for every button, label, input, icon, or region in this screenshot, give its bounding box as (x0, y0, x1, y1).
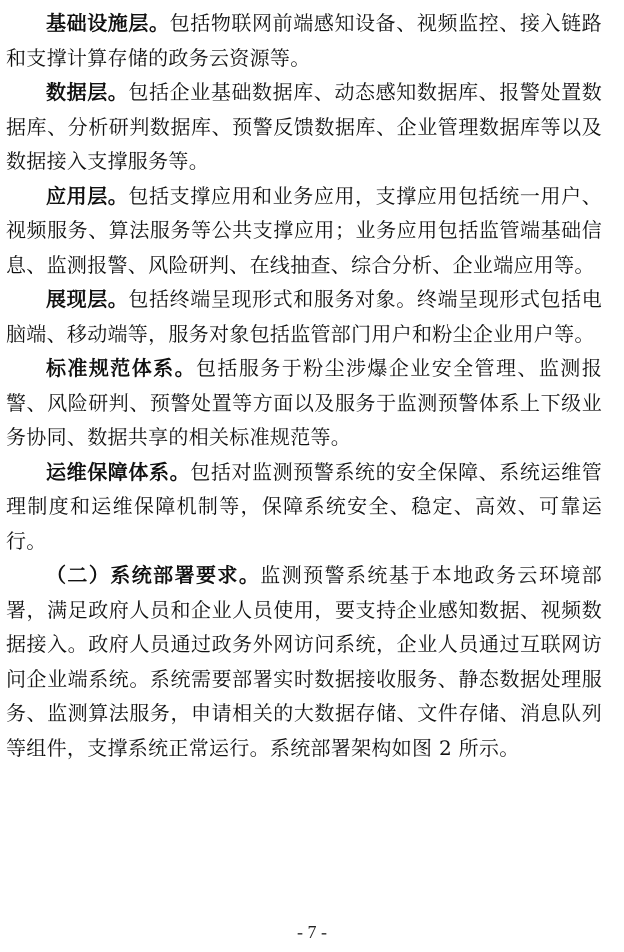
paragraph-text: 包括支撑应用和业务应用，支撑应用包括统一用户、视频服务、算法服务等公共支撑应用；业务应用包括监管端基础信息、监测报警、风险研判、在线抽查、综合分析、企业端应用等。 (6, 183, 602, 277)
paragraph-text: 包括终端呈现形式和服务对象。终端呈现形式包括电脑端、移动端等，服务对象包括监管部门用户和粉尘企业用户等。 (6, 287, 602, 346)
paragraph-text: 包括企业基础数据库、动态感知数据库、报警处置数据库、分析研判数据库、预警反馈数据库、企业管理数据库等以及数据接入支撑服务等。 (6, 80, 602, 173)
section-term: 运维保障体系。 (46, 459, 191, 484)
paragraph-standards-system (6, 351, 602, 455)
section-term: 标准规范体系。 (46, 356, 196, 380)
paragraph-text: 包括服务于粉尘涉爆企业安全管理、监测报警、风险研判、预警处置等方面以及服务于监测预警体系上下级业务协同、数据共享的相关标准规范等。 (6, 356, 602, 449)
paragraph-data-layer (6, 75, 602, 179)
paragraph-text: 包括物联网前端感知设备、视频监控、接入链路和支撑计算存储的政务云资源等。 (6, 11, 602, 70)
document-body (6, 6, 602, 765)
paragraph-deployment-requirements (6, 558, 602, 765)
section-term: 应用层。 (46, 183, 129, 208)
section-term: 基础设施层。 (46, 11, 170, 35)
paragraph-application-layer (6, 179, 602, 283)
section-term: 展现层。 (46, 287, 129, 311)
paragraph-text: 包括对监测预警系统的安全保障、系统运维管理制度和运维保障机制等，保障系统安全、稳定、高效、可靠运行。 (6, 459, 603, 553)
section-term: 数据层。 (46, 80, 129, 104)
paragraph-presentation-layer (6, 282, 602, 351)
paragraph-infrastructure-layer (6, 6, 602, 75)
paragraph-text: 监测预警系统基于本地政务云环境部署，满足政府人员和企业人员使用，要支持企业感知数据、视频数据接入。政府人员通过政务外网访问系统，企业人员通过互联网访问企业端系统。系统需要部署实时数据接收服务、静态数据处理服务、监测算法服务，申请相关的大数据存储、文件存储、消息队列等组件，支撑系统正常运行。系统部署架构如图 2 所示。 (6, 563, 602, 760)
paragraph-operations-system (6, 455, 602, 559)
page-number: - 7 - (297, 922, 327, 942)
section-heading: （二）系统部署要求。 (46, 563, 261, 587)
